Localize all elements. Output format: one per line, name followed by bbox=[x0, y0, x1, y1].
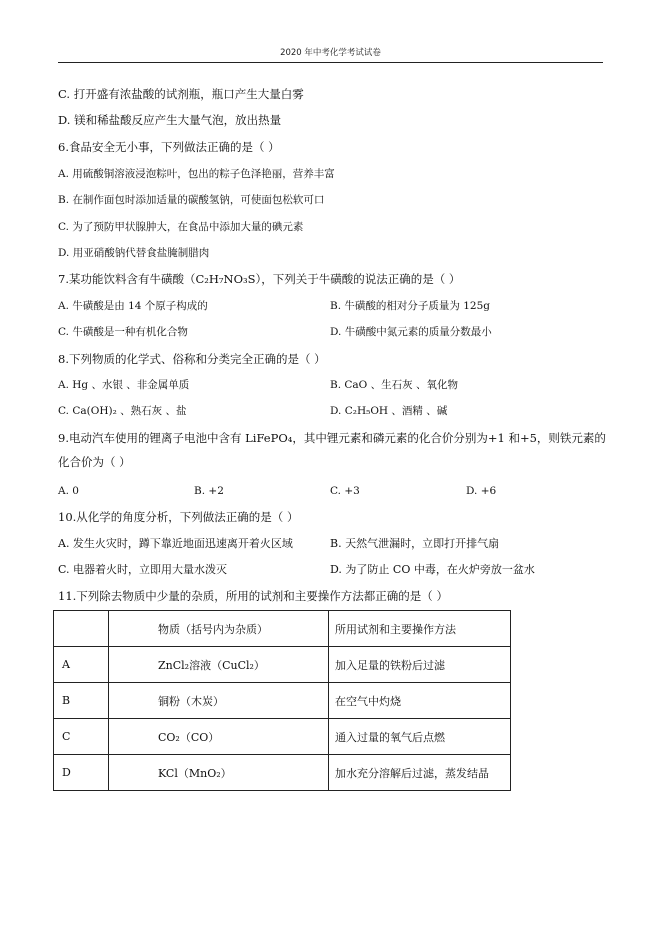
q9-option-d: D. +6 bbox=[466, 485, 497, 497]
q6-option-b: B. 在制作面包时添加适量的碳酸氢钠，可使面包松软可口 bbox=[58, 194, 325, 206]
table-row bbox=[54, 719, 511, 755]
row-substance: ZnCl₂溶液（CuCl₂） bbox=[109, 647, 329, 683]
question-7-stem: 7.某功能饮料含有牛磺酸（C₂H₇NO₃S），下列关于牛磺酸的说法正确的是（ ） bbox=[58, 272, 461, 286]
option-c-previous: C. 打开盛有浓盐酸的试剂瓶，瓶口产生大量白雾 bbox=[58, 87, 304, 101]
q9-option-a: A. 0 bbox=[58, 485, 79, 497]
question-11-stem: 11.下列除去物质中少量的杂质，所用的试剂和主要操作方法都正确的是（ ） bbox=[58, 589, 448, 603]
row-method: 加水充分溶解后过滤，蒸发结晶 bbox=[329, 755, 511, 791]
table-row bbox=[54, 683, 511, 719]
header-cell-substance: 物质（括号内为杂质） bbox=[109, 611, 329, 647]
option-d-previous: D. 镁和稀盐酸反应产生大量气泡，放出热量 bbox=[58, 113, 282, 127]
row-method: 通入过量的氧气后点燃 bbox=[329, 719, 511, 755]
row-substance: 铜粉（木炭） bbox=[109, 683, 329, 719]
header-cell-label bbox=[54, 611, 109, 647]
row-label: C bbox=[54, 719, 109, 755]
q8-option-d: D. C₂H₅OH 、酒精 、碱 bbox=[330, 405, 448, 417]
impurity-removal-table bbox=[53, 610, 511, 791]
q8-option-c: C. Ca(OH)₂ 、熟石灰 、盐 bbox=[58, 405, 187, 417]
row-label: D bbox=[54, 755, 109, 791]
q8-option-a: A. Hg 、水银 、非金属单质 bbox=[58, 379, 190, 391]
q8-option-b: B. CaO 、生石灰 、氧化物 bbox=[330, 379, 458, 391]
q7-option-b: B. 牛磺酸的相对分子质量为 125g bbox=[330, 300, 490, 312]
question-9-stem: 9.电动汽车使用的锂离子电池中含有 LiFePO₄，其中锂元素和磷元素的化合价分别为+1 和+5，则铁元素的化合价为（ ） bbox=[58, 431, 606, 469]
q6-option-c: C. 为了预防甲状腺肿大，在食品中添加大量的碘元素 bbox=[58, 221, 304, 233]
question-8-stem: 8.下列物质的化学式、俗称和分类完全正确的是（ ） bbox=[58, 352, 326, 366]
header-divider bbox=[58, 62, 603, 63]
row-substance: KCl（MnO₂） bbox=[109, 755, 329, 791]
q6-option-a: A. 用硫酸铜溶液浸泡粽叶，包出的粽子色泽艳丽，营养丰富 bbox=[58, 168, 335, 180]
page-header: 2020 年中考化学考试试卷 bbox=[280, 48, 381, 58]
q10-option-b: B. 天然气泄漏时，立即打开排气扇 bbox=[330, 537, 500, 550]
table-header-row bbox=[54, 611, 511, 647]
row-method: 在空气中灼烧 bbox=[329, 683, 511, 719]
header-cell-method: 所用试剂和主要操作方法 bbox=[329, 611, 511, 647]
q7-option-a: A. 牛磺酸是由 14 个原子构成的 bbox=[58, 300, 208, 312]
q7-option-c: C. 牛磺酸是一种有机化合物 bbox=[58, 326, 188, 338]
q10-option-d: D. 为了防止 CO 中毒，在火炉旁放一盆水 bbox=[330, 563, 535, 576]
table-row bbox=[54, 755, 511, 791]
row-substance: CO₂（CO） bbox=[109, 719, 329, 755]
row-method: 加入足量的铁粉后过滤 bbox=[329, 647, 511, 683]
table-row bbox=[54, 647, 511, 683]
q6-option-d: D. 用亚硝酸钠代替食盐腌制腊肉 bbox=[58, 247, 210, 259]
q10-option-c: C. 电器着火时，立即用大量水泼灭 bbox=[58, 563, 228, 576]
q10-option-a: A. 发生火灾时，蹲下靠近地面迅速离开着火区域 bbox=[58, 537, 293, 550]
q9-option-c: C. +3 bbox=[330, 485, 360, 497]
row-label: A bbox=[54, 647, 109, 683]
row-label: B bbox=[54, 683, 109, 719]
question-10-stem: 10.从化学的角度分析，下列做法正确的是（ ） bbox=[58, 510, 299, 524]
q7-option-d: D. 牛磺酸中氮元素的质量分数最小 bbox=[330, 326, 492, 338]
q9-option-b: B. +2 bbox=[194, 485, 224, 497]
question-6-stem: 6.食品安全无小事，下列做法正确的是（ ） bbox=[58, 140, 280, 154]
